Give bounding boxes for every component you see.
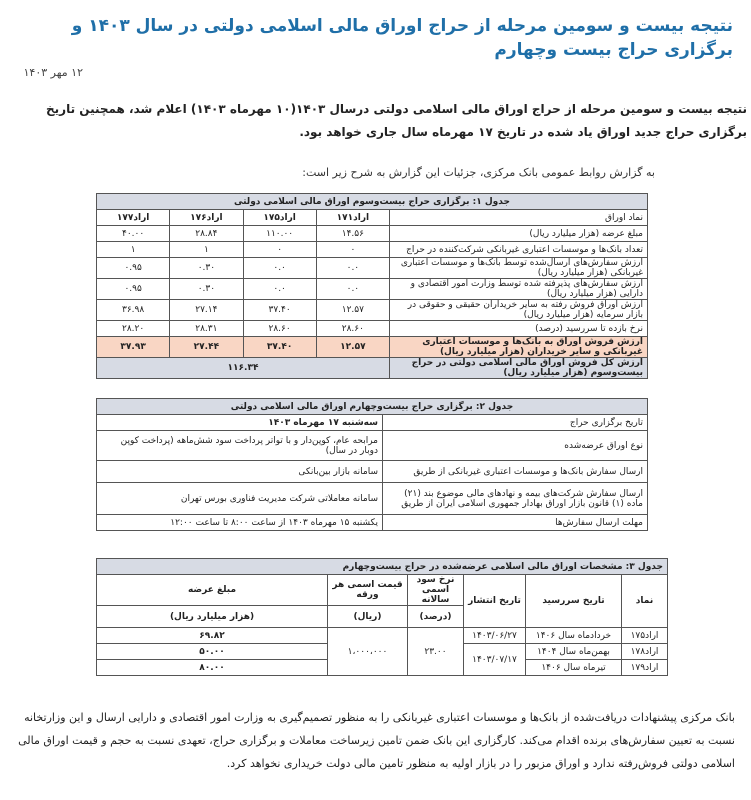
table3-caption: جدول ۳: مشخصات اوراق مالی اسلامی عرضه‌شده در حراج بیست‌وچهارم (97, 559, 668, 575)
value-cell: ۲۸.۳۱ (170, 321, 243, 337)
rate-header: نرخ سود اسمی سالانه (408, 575, 464, 606)
maturity-cell: خردادماه سال ۱۴۰۶ (526, 628, 622, 644)
row-value: مرابحه عام، کوپن‌دار و با تواتر پرداخت سود شش‌ماهه (پرداخت کوپن دوبار در سال) (97, 431, 383, 461)
value-cell: ۱۲.۵۷ (316, 300, 389, 321)
total-row (97, 358, 648, 379)
table-row (97, 415, 648, 431)
symbol-cell: اراد۱۷۵ (243, 210, 316, 226)
table-row (97, 226, 648, 242)
row-label: مهلت ارسال سفارش‌ها (383, 515, 648, 531)
value-cell: ۰.۰ (243, 279, 316, 300)
row-label: تاریخ برگزاری حراج (383, 415, 648, 431)
value-cell: ۳۷.۹۳ (97, 337, 170, 358)
row-label: مبلغ عرضه (هزار میلیارد ریال) (390, 226, 648, 242)
maturity-cell: تیرماه سال ۱۴۰۶ (526, 660, 622, 676)
face-value-header: قیمت اسمی هر ورقه (328, 575, 408, 606)
news-lead: نتیجه بیست و سومین مرحله از حراج اوراق مالی اسلامی دولتی درسال ۱۴۰۳(۱۰ مهرماه ۱۴۰۳) اعلام شد، همچنین تاریخ برگزاری حراج جدید اوراق یاد شده در تاریخ ۱۷ مهرماه سال جاری خواهد بود. (46, 102, 747, 139)
symbol-cell: اراد۱۷۸ (622, 644, 668, 660)
face-value-unit: (ریال) (328, 606, 408, 628)
rate-cell: ۲۳.۰۰ (408, 628, 464, 676)
table-row (97, 279, 648, 300)
value-cell: ۳۶.۹۸ (97, 300, 170, 321)
row-label: ارزش سفارش‌های ارسال‌شده توسط بانک‌ها و موسسات اعتباری غیربانکی (هزار میلیارد ریال) (390, 258, 648, 279)
amount-cell: ۵۰.۰۰ (97, 644, 328, 660)
value-cell: ۲۷.۴۴ (170, 337, 243, 358)
symbol-cell: اراد۱۷۵ (622, 628, 668, 644)
value-cell: ۰.۹۵ (97, 279, 170, 300)
amount-cell: ۶۹.۸۲ (97, 628, 328, 644)
value-cell: ۲۷.۱۴ (170, 300, 243, 321)
amount-unit: (هزار میلیارد ریال) (97, 606, 328, 628)
row-value: سه‌شنبه ۱۷ مهرماه ۱۴۰۳ (97, 415, 383, 431)
symbol-cell: اراد۱۷۱ (316, 210, 389, 226)
table1-caption: جدول ۱: برگزاری حراج بیست‌وسوم اوراق مالی اسلامی دولتی (97, 194, 648, 210)
value-cell: ۰.۳۰ (170, 258, 243, 279)
highlight-row (97, 337, 648, 358)
value-cell: ۱۲.۵۷ (316, 337, 389, 358)
value-cell: ۳۷.۴۰ (243, 300, 316, 321)
value-cell: ۰.۰ (316, 258, 389, 279)
news-footer-paragraph: بانک مرکزی پیشنهادات دریافت‌شده از بانک‌ها و موسسات اعتباری غیربانکی را به منظور تصمیم‌گیری به وزارت امور اقتصادی و دارایی ارسال و این وزارتخانه نسبت به تعیین سفارش‌های برنده اقدام می‌کند. کارگزاری این بانک ضمن تامین زیرساخت معاملات و برگزاری حراج، تعهدی نسبت به حجم و قیمت اوراق مالی اسلامی دولتی فروش‌رفته ندارد و اوراق مزبور را در بازار اولیه به منظور تامین مالی دولت خریداری نخواهد کرد. (18, 711, 735, 770)
table2-caption: جدول ۲: برگزاری حراج بیست‌وچهارم اوراق مالی اسلامی دولتی (97, 399, 648, 415)
table-row (97, 628, 668, 644)
table-row (97, 431, 648, 461)
value-cell: ۴۰.۰۰ (97, 226, 170, 242)
value-cell: ۰.۳۰ (170, 279, 243, 300)
table-row (97, 515, 648, 531)
row-value: یکشنبه ۱۵ مهرماه ۱۴۰۳ از ساعت ۸:۰۰ تا ساعت ۱۲:۰۰ (97, 515, 383, 531)
news-headline: نتیجه بیست و سومین مرحله از حراج اوراق مالی اسلامی دولتی در سال ۱۴۰۳ و برگزاری حراج بیست وچهارم (71, 16, 733, 60)
value-cell: ۱۴.۵۶ (316, 226, 389, 242)
symbol-header: نماد (622, 575, 668, 628)
table-row (97, 300, 648, 321)
value-cell: ۱ (97, 242, 170, 258)
value-cell: ۰ (316, 242, 389, 258)
table-row (97, 258, 648, 279)
value-cell: ۲۸.۲۰ (97, 321, 170, 337)
symbol-header: نماد اوراق (390, 210, 648, 226)
row-label: ارزش اوراق فروش رفته به سایر خریداران حقیقی و حقوقی در بازار سرمایه (هزار میلیارد ریال) (390, 300, 648, 321)
value-cell: ۰.۰ (243, 258, 316, 279)
row-label: تعداد بانک‌ها و موسسات اعتباری غیربانکی شرکت‌کننده در حراج (390, 242, 648, 258)
symbol-cell: اراد۱۷۷ (97, 210, 170, 226)
value-cell: ۰.۹۵ (97, 258, 170, 279)
table-row (97, 483, 648, 515)
value-cell: ۳۷.۴۰ (243, 337, 316, 358)
value-cell: ۲۸.۶۰ (316, 321, 389, 337)
auction-24-schedule-table (96, 398, 648, 531)
value-cell: ۲۸.۸۴ (170, 226, 243, 242)
table-row (97, 461, 648, 483)
row-label: نوع اوراق عرضه‌شده (383, 431, 648, 461)
row-label: ارسال سفارش بانک‌ها و موسسات اعتباری غیربانکی از طریق (383, 461, 648, 483)
row-label: نرخ بازده تا سررسید (درصد) (390, 321, 648, 337)
rate-unit: (درصد) (408, 606, 464, 628)
row-value: سامانه معاملاتی شرکت مدیریت فناوری بورس تهران (97, 483, 383, 515)
issue-date-cell: ۱۴۰۳/۰۷/۱۷ (464, 644, 526, 676)
amount-cell: ۸۰.۰۰ (97, 660, 328, 676)
face-value-cell: ۱،۰۰۰،۰۰۰ (328, 628, 408, 676)
total-label: ارزش کل فروش اوراق مالی اسلامی دولتی در حراج بیست‌وسوم (هزار میلیارد ریال) (390, 358, 648, 379)
auction-24-securities-table (96, 558, 668, 676)
row-label: ارزش فروش اوراق به بانک‌ها و موسسات اعتباری غیربانکی و سایر خریداران (هزار میلیارد ریال) (390, 337, 648, 358)
amount-header: مبلغ عرضه (97, 575, 328, 606)
value-cell: ۲۸.۶۰ (243, 321, 316, 337)
table-row (97, 321, 648, 337)
value-cell: ۱ (170, 242, 243, 258)
symbol-cell: اراد۱۷۶ (170, 210, 243, 226)
value-cell: ۰.۰ (316, 279, 389, 300)
auction-23-results-table (96, 193, 648, 379)
news-intro: به گزارش روابط عمومی بانک مرکزی، جزئیات این گزارش به شرح زیر است: (302, 166, 655, 179)
symbol-cell: اراد۱۷۹ (622, 660, 668, 676)
issue-date-cell: ۱۴۰۳/۰۶/۲۷ (464, 628, 526, 644)
publish-date: ۱۲ مهر ۱۴۰۳ (23, 66, 83, 79)
value-cell: ۰ (243, 242, 316, 258)
value-cell: ۱۱۰.۰۰ (243, 226, 316, 242)
maturity-header: تاریخ سررسید (526, 575, 622, 628)
maturity-cell: بهمن‌ماه سال ۱۴۰۴ (526, 644, 622, 660)
table-row (97, 242, 648, 258)
row-label: ارزش سفارش‌های پذیرفته شده توسط وزارت امور اقتصادی و دارایی (هزار میلیارد ریال) (390, 279, 648, 300)
total-value: ۱۱۶.۳۴ (97, 358, 390, 379)
row-value: سامانه بازار بین‌بانکی (97, 461, 383, 483)
row-label: ارسال سفارش شرکت‌های بیمه و نهادهای مالی موضوع بند (۲۱) ماده (۱) قانون بازار اوراق بهادار جمهوری اسلامی ایران از طریق (383, 483, 648, 515)
issue-date-header: تاریخ انتشار (464, 575, 526, 628)
